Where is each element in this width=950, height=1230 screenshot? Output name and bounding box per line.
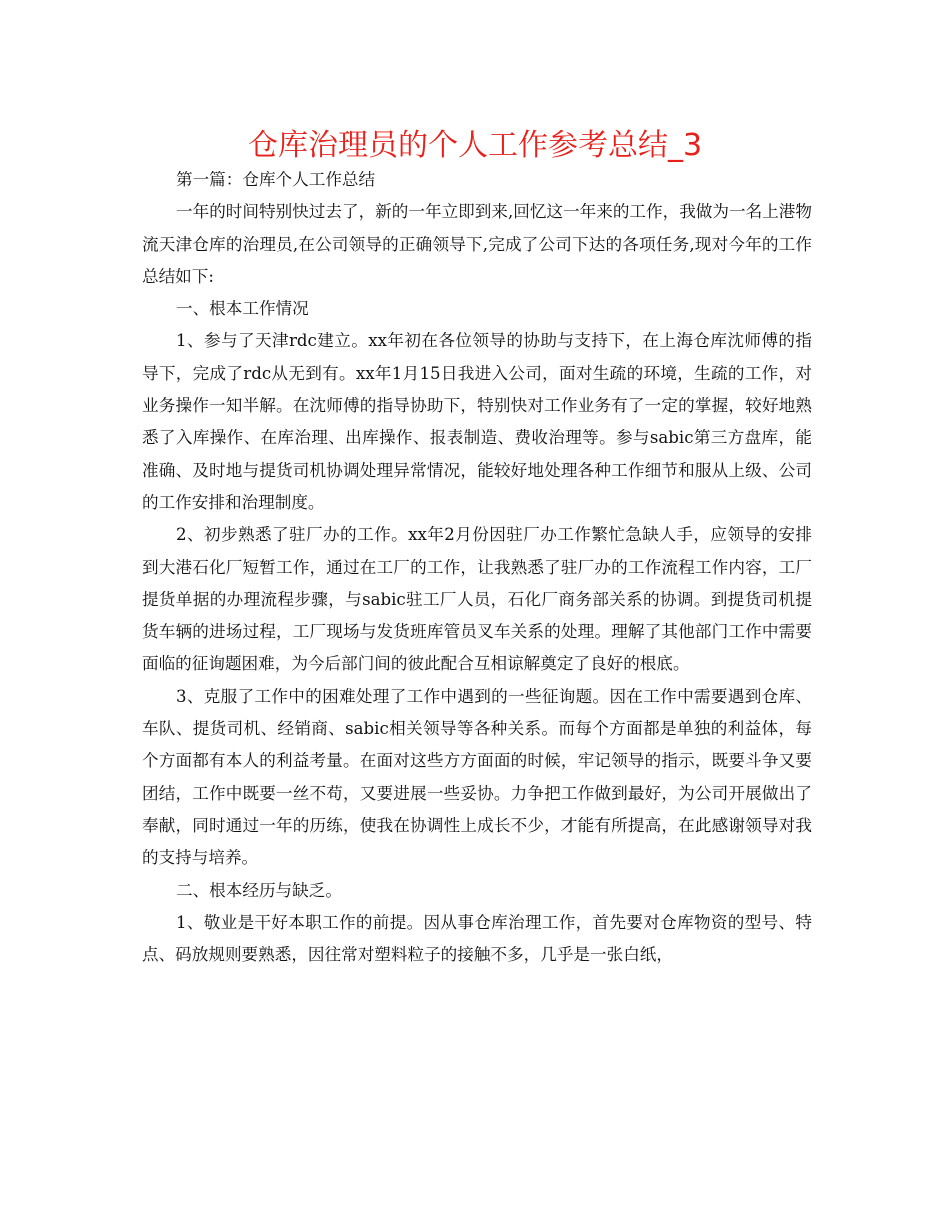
section-heading-basic-work: 一、根本工作情况 — [176, 299, 309, 319]
paragraph-item-1: 1、参与了天津rdc建立。xx年初在各位领导的协助与支持下，在上海仓库沈师傅的指导下，完成了rdc从无到有。xx年1月15日我进入公司，面对生疏的环境，生疏的工作，对业务操作一知半解。在沈师傅的指导协助下，特别快对工作业务有了一定的掌握，较好地熟悉了入库操作、在库治理、出库操作、报表制造、费收治理等。参与sabic第三方盘库，能准确、及时地与提货司机协调处理异常情况，能较好地处理各种工作细节和服从上级、公司的工作安排和治理制度。 — [142, 331, 812, 512]
paragraph-item-2: 2、初步熟悉了驻厂办的工作。xx年2月份因驻厂办工作繁忙急缺人手，应领导的安排到大港石化厂短暂工作，通过在工厂的工作，让我熟悉了驻厂办的工作流程工作内容，工厂提货单据的办理流程步骤，与sabic驻工厂人员，石化厂商务部关系的协调。到提货司机提货车辆的进场过程，工厂现场与发货班库管员叉车关系的处理。理解了其他部门工作中需要面临的征询题困难，为今后部门间的彼此配合互相谅解奠定了良好的根底。 — [142, 525, 812, 674]
intro-paragraph: 一年的时间特别快过去了，新的一年立即到来,回忆这一年来的工作，我做为一名上港物流天津仓库的治理员,在公司领导的正确领导下,完成了公司下达的各项任务,现对今年的工作总结如下: — [142, 202, 812, 286]
paragraph-item-3: 3、克服了工作中的困难处理了工作中遇到的一些征询题。因在工作中需要遇到仓库、车队、提货司机、经销商、sabic相关领导等各种关系。而每个方面都是单独的利益体，每个方面都有本人的利益考量。在面对这些方方面面的时候，牢记领导的指示，既要斗争又要团结，工作中既要一丝不苟，又要进展一些妥协。力争把工作做到最好，为公司开展做出了奉献，同时通过一年的历练，使我在协调性上成长不少，才能有所提高，在此感谢领导对我的支持与培养。 — [142, 686, 812, 868]
section-heading-experience: 二、根本经历与缺乏。 — [176, 880, 342, 900]
section-heading-part1: 第一篇：仓库个人工作总结 — [176, 170, 376, 189]
document-title: 仓库治理员的个人工作参考总结_3 — [247, 128, 703, 163]
paragraph-experience-1: 1、敬业是干好本职工作的前提。因从事仓库治理工作，首先要对仓库物资的型号、特点、码放规则要熟悉，因往常对塑料粒子的接触不多，几乎是一张白纸， — [142, 912, 812, 965]
document-body — [142, 164, 812, 971]
